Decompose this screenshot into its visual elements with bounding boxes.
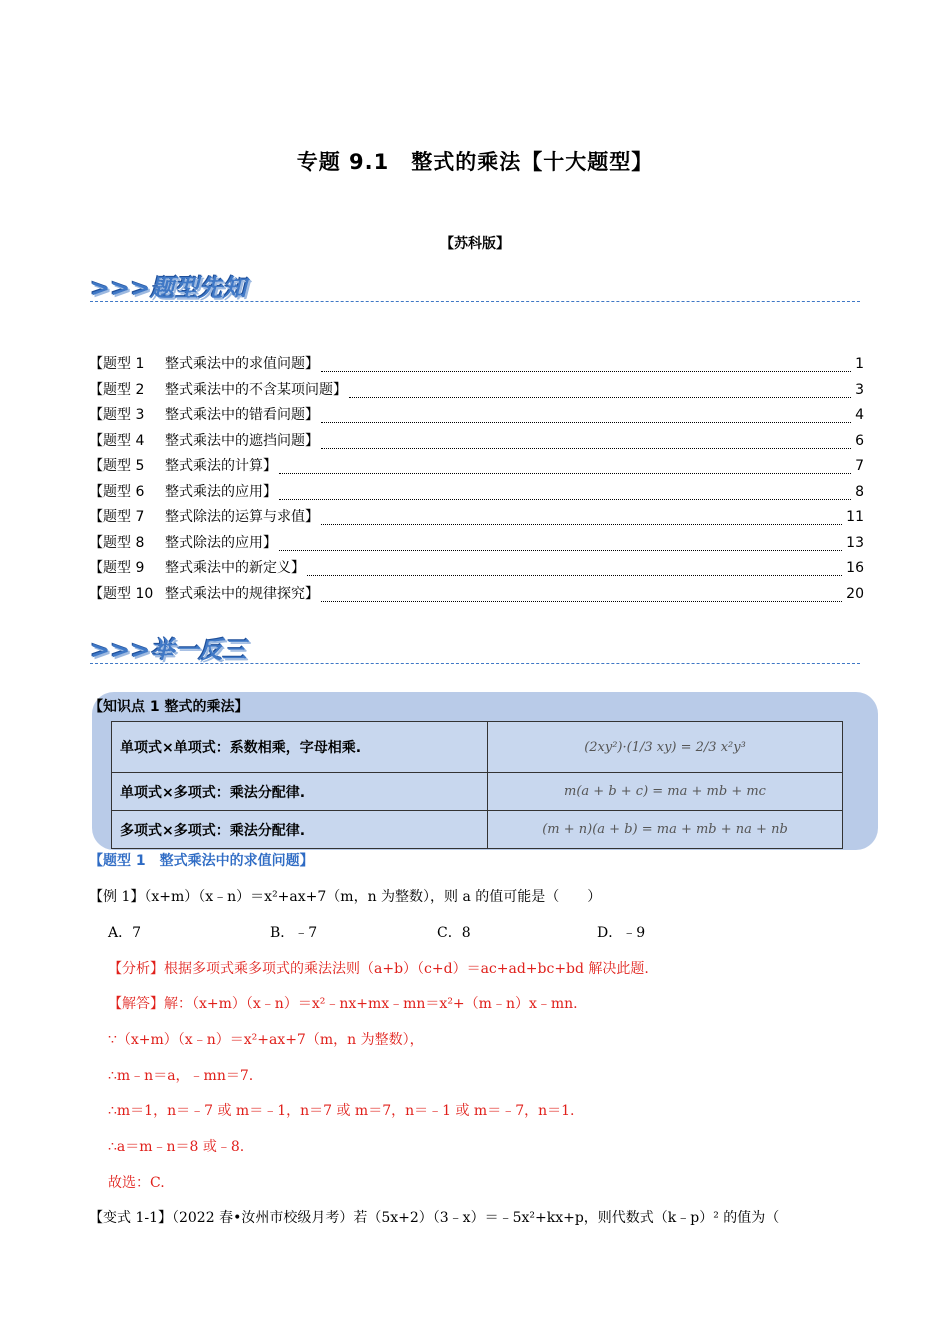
page-title: 专题 9.1 整式的乘法【十大题型】	[296, 150, 654, 174]
toc-leader	[321, 510, 842, 525]
toc-item[interactable]	[89, 480, 864, 506]
rule-cell: 单项式×单项式：系数相乘，字母相乘.	[112, 722, 488, 773]
toc-leader	[279, 459, 851, 474]
toc-label: 整式除法的应用】	[165, 534, 277, 551]
banner-practice	[90, 630, 860, 666]
toc-leader	[321, 408, 851, 423]
rule-cell: 单项式×多项式：乘法分配律.	[112, 773, 488, 811]
toc-label: 整式乘法中的错看问题】	[165, 407, 319, 423]
edition-label: 【苏科版】	[440, 236, 510, 252]
table-row	[112, 773, 843, 811]
knowledge-title: 【知识点 1 整式的乘法】	[89, 699, 249, 715]
banner-practice-text: >>>举一反三	[90, 636, 247, 664]
table-row	[112, 722, 843, 773]
toc-num: 【题型 4	[89, 432, 145, 449]
toc-item[interactable]	[89, 403, 864, 429]
toc-num: 【题型 3	[89, 407, 145, 423]
toc-page: 11	[846, 509, 864, 525]
solution-line: ∴m﹣n＝a，﹣mn＝7.	[108, 1068, 254, 1084]
variant-question: 【变式 1-1】（2022 春•汝州市校级月考）若（5x+2）（3﹣x）＝﹣5x²+kx+p，则代数式（k﹣p）² 的值为（	[89, 1210, 780, 1226]
toc-leader	[279, 536, 842, 551]
formula-cell: (2xy²)·(1/3 xy) = 2/3 x²y³	[488, 722, 843, 773]
toc-page: 7	[855, 458, 864, 474]
toc-label: 整式乘法的应用】	[165, 483, 277, 500]
toc-page: 4	[855, 407, 864, 423]
toc-page: 6	[855, 432, 864, 449]
toc-num: 【题型 10	[89, 585, 154, 602]
toc-leader	[279, 485, 851, 500]
table-of-contents	[89, 352, 864, 607]
formula-cell: m(a + b + c) = ma + mb + mc	[488, 773, 843, 811]
toc-leader	[321, 434, 851, 449]
toc-label: 整式乘法的计算】	[165, 458, 277, 474]
toc-leader	[321, 357, 851, 372]
solution-line: ∵（x+m）（x﹣n）＝x²+ax+7（m，n 为整数），	[108, 1032, 424, 1048]
rule-cell: 多项式×多项式：乘法分配律.	[112, 811, 488, 849]
toc-leader	[321, 587, 842, 602]
toc-label: 整式乘法中的遮挡问题】	[165, 432, 319, 449]
toc-page: 13	[846, 534, 864, 551]
toc-leader	[307, 561, 842, 576]
option-b: B．﹣7	[270, 925, 318, 941]
toc-item[interactable]	[89, 454, 864, 480]
toc-num: 【题型 8	[89, 534, 145, 551]
toc-item[interactable]	[89, 352, 864, 378]
option-d: D．﹣9	[597, 925, 646, 941]
solution-line: ∴a＝m﹣n＝8 或﹣8.	[108, 1139, 245, 1155]
toc-page: 3	[855, 381, 864, 398]
banner-divider	[90, 663, 860, 664]
toc-page: 1	[855, 356, 864, 372]
toc-item[interactable]	[89, 378, 864, 404]
toc-label: 整式乘法中的求值问题】	[165, 356, 319, 372]
toc-item[interactable]	[89, 505, 864, 531]
toc-label: 整式乘法中的不含某项问题】	[165, 381, 347, 398]
knowledge-table	[111, 721, 843, 849]
toc-num: 【题型 1	[89, 356, 145, 372]
toc-label: 整式除法的运算与求值】	[165, 509, 319, 525]
analysis-text: 【分析】根据多项式乘多项式的乘法法则（a+b）（c+d）＝ac+ad+bc+bd 解决此题.	[108, 961, 649, 977]
banner-preview-text: >>>题型先知	[90, 274, 247, 302]
banner-divider	[90, 301, 860, 302]
toc-page: 20	[846, 585, 864, 602]
toc-item[interactable]	[89, 531, 864, 557]
toc-label: 整式乘法中的新定义】	[165, 560, 305, 576]
toc-num: 【题型 9	[89, 560, 145, 576]
toc-item[interactable]	[89, 429, 864, 455]
solution-line: ∴m＝1，n＝﹣7 或 m＝﹣1，n＝7 或 m＝7，n＝﹣1 或 m＝﹣7，n＝1.	[108, 1103, 575, 1119]
toc-page: 16	[846, 560, 864, 576]
table-row	[112, 811, 843, 849]
option-a: A．7	[108, 925, 142, 941]
toc-num: 【题型 2	[89, 381, 145, 398]
section-heading: 【题型 1 整式乘法中的求值问题】	[89, 853, 314, 869]
banner-preview	[90, 268, 860, 304]
toc-num: 【题型 6	[89, 483, 145, 500]
toc-item[interactable]	[89, 556, 864, 582]
answer-line: 故选：C.	[108, 1175, 165, 1191]
example-stem: 【例 1】（x+m）（x﹣n）＝x²+ax+7（m，n 为整数），则 a 的值可能是（ ）	[89, 889, 602, 905]
toc-item[interactable]	[89, 582, 864, 608]
toc-num: 【题型 7	[89, 509, 145, 525]
formula-cell: (m + n)(a + b) = ma + mb + na + nb	[488, 811, 843, 849]
option-c: C．8	[437, 925, 471, 941]
toc-label: 整式乘法中的规律探究】	[165, 585, 319, 602]
toc-leader	[349, 383, 851, 398]
solution-line: 【解答】解：（x+m）（x﹣n）＝x²﹣nx+mx﹣mn＝x²+（m﹣n）x﹣mn.	[108, 996, 578, 1012]
toc-page: 8	[855, 483, 864, 500]
toc-num: 【题型 5	[89, 458, 145, 474]
